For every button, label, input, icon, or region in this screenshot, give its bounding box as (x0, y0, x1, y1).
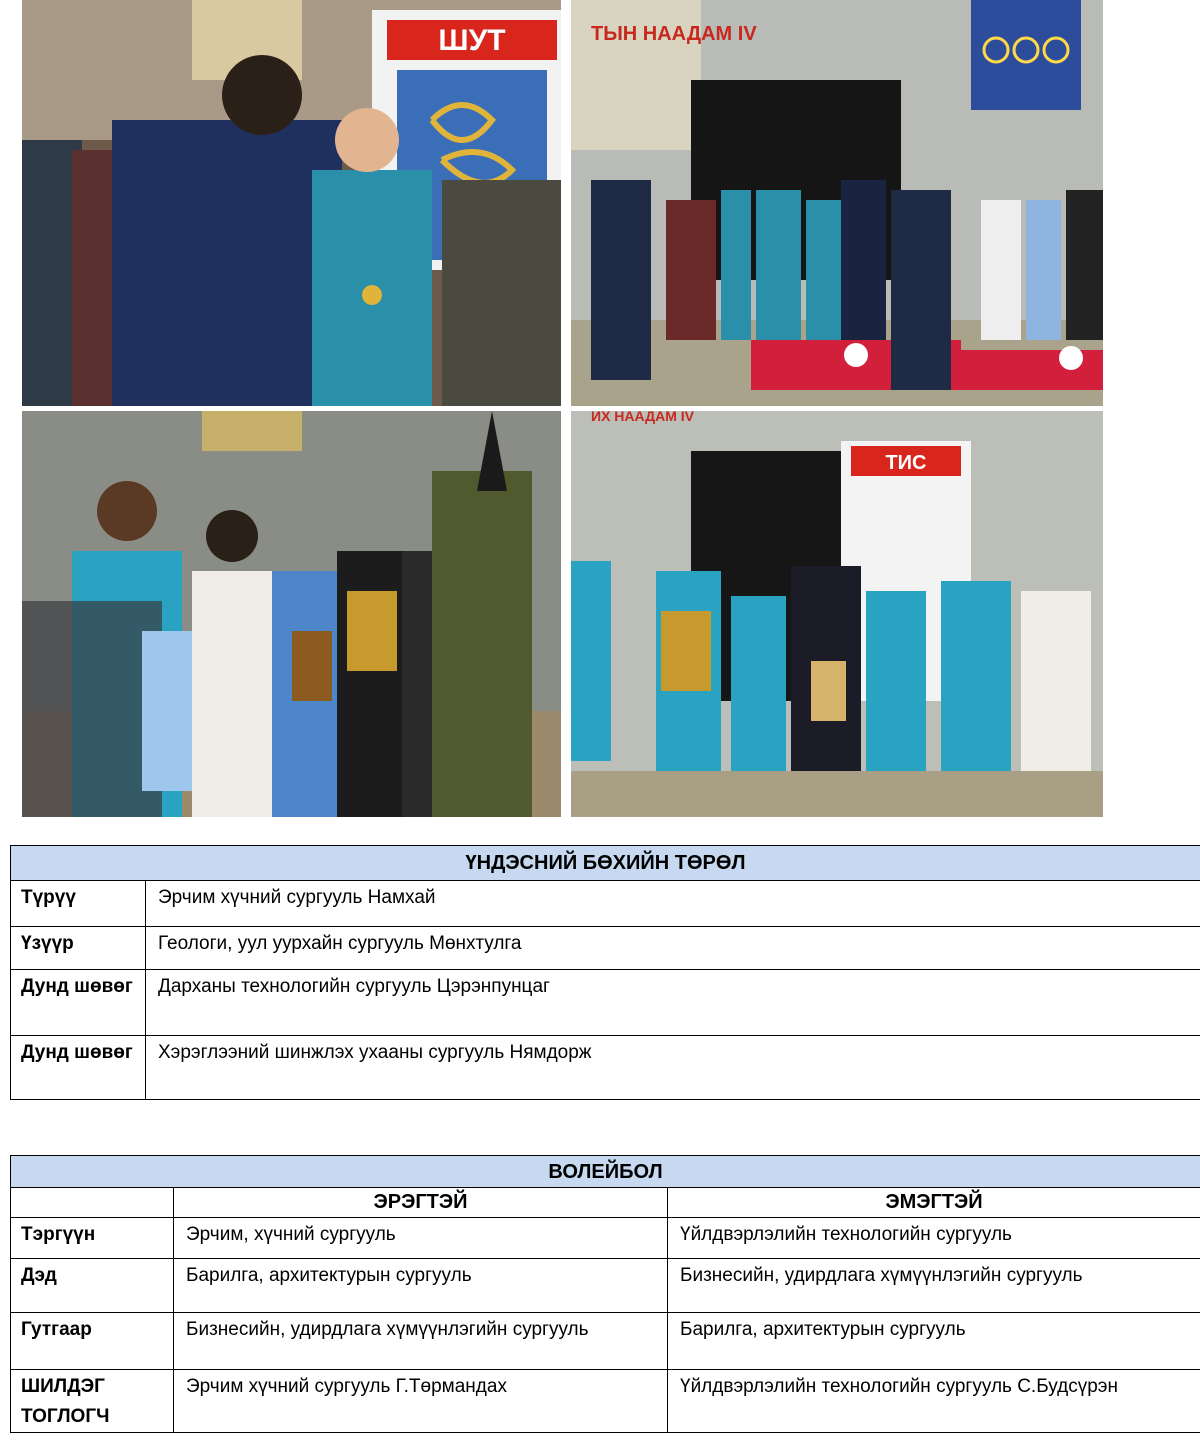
table-row (11, 881, 1200, 927)
volleyball-title: ВОЛЕЙБОЛ (11, 1156, 1200, 1188)
wrestling-title: ҮНДЭСНИЙ БӨХИЙН ТӨРӨЛ (11, 846, 1200, 881)
place-label: ШИЛДЭГ ТОГЛОГЧ (11, 1370, 174, 1433)
female-winner-cell: Үйлдвэрлэлийн технологийн сургууль С.Будсүрэн (668, 1370, 1200, 1433)
place-label: Түрүү (11, 881, 146, 927)
male-winner-cell: Барилга, архитектурын сургууль (174, 1259, 668, 1313)
table-row (11, 927, 1200, 970)
winner-cell: Дарханы технологийн сургууль Цэрэнпунцаг (146, 970, 1200, 1036)
table-row (11, 1259, 1200, 1313)
winner-cell: Хэрэглээний шинжлэх ухааны сургууль Нямдорж (146, 1036, 1200, 1100)
female-winner-cell: Барилга, архитектурын сургууль (668, 1313, 1200, 1370)
male-winner-cell: Бизнесийн, удирдлага хүмүүнлэгийн сургууль (174, 1313, 668, 1370)
place-label: Дэд (11, 1259, 174, 1313)
place-label: Гутгаар (11, 1313, 174, 1370)
winner-cell: Эрчим хүчний сургууль Намхай (146, 881, 1200, 927)
table-row (11, 1370, 1200, 1433)
photo-medal-ceremony-2 (22, 411, 561, 817)
table-row (11, 970, 1200, 1036)
place-label: Үзүүр (11, 927, 146, 970)
place-label: Дунд шөвөг (11, 1036, 146, 1100)
banner-text: ШУТ (438, 24, 506, 57)
male-winner-cell: Эрчим хүчний сургууль Г.Төрмандах (174, 1370, 668, 1433)
female-winner-cell: Бизнесийн, удирдлага хүмүүнлэгийн сургууль (668, 1259, 1200, 1313)
place-label: Тэргүүн (11, 1218, 174, 1259)
female-winner-cell: Үйлдвэрлэлийн технологийн сургууль (668, 1218, 1200, 1259)
table-row (11, 1218, 1200, 1259)
banner-text: ТИС (885, 452, 927, 474)
banner-text: ТЫН НААДАМ IV (591, 23, 757, 45)
empty-header-cell (11, 1188, 174, 1218)
table-row (11, 1036, 1200, 1100)
male-column-header: ЭРЭГТЭЙ (174, 1188, 668, 1218)
place-label: Дунд шөвөг (11, 970, 146, 1036)
photo-team-lineup (571, 411, 1103, 817)
photo-podium-ceremony (571, 0, 1103, 406)
event-text: ИХ НААДАМ IV (591, 411, 695, 424)
volleyball-results-table (10, 1155, 1200, 1433)
table-row (11, 1313, 1200, 1370)
photo-medal-ceremony-1 (22, 0, 561, 406)
male-winner-cell: Эрчим, хүчний сургууль (174, 1218, 668, 1259)
winner-cell: Геологи, уул уурхайн сургууль Мөнхтулга (146, 927, 1200, 970)
wrestling-results-table (10, 845, 1200, 1100)
female-column-header: ЭМЭГТЭЙ (668, 1188, 1200, 1218)
